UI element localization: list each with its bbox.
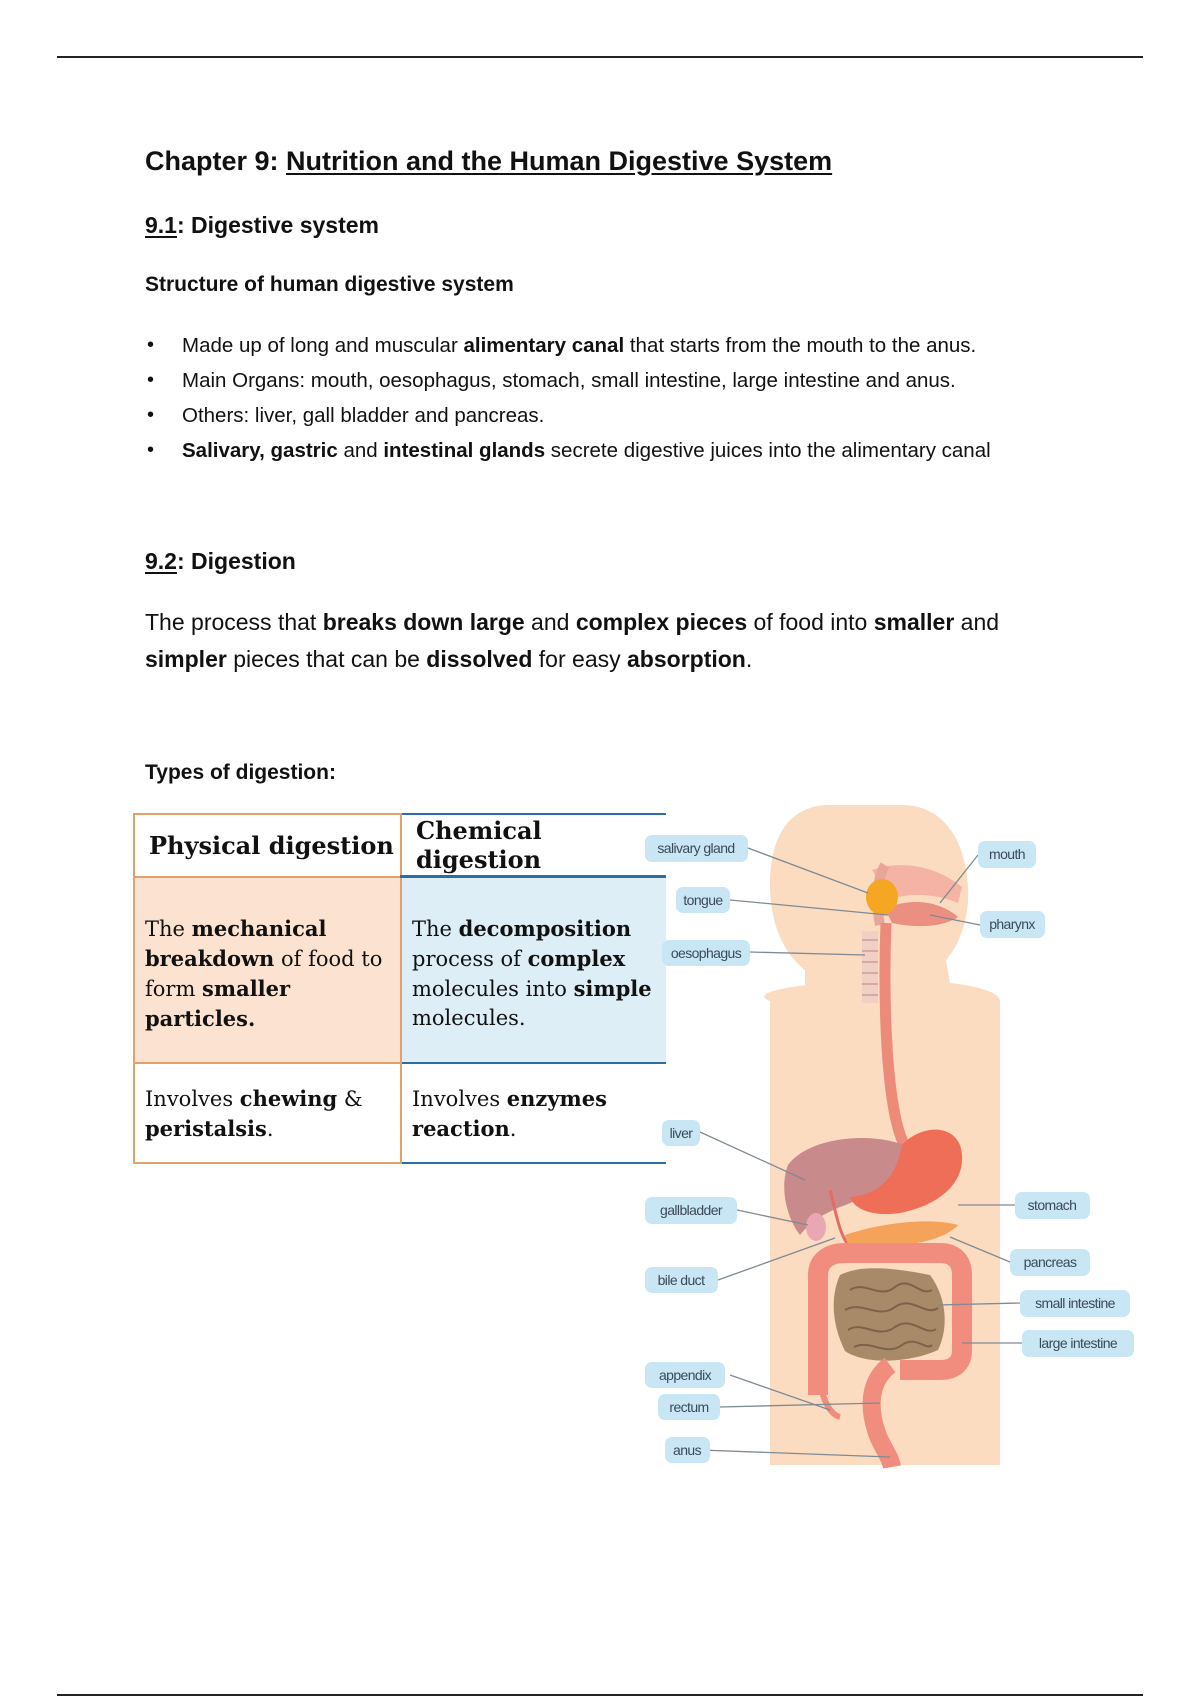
text-run: The xyxy=(412,917,459,941)
svg-text:oesophagus: oesophagus xyxy=(670,945,742,961)
top-rule xyxy=(57,56,1143,58)
label-liver xyxy=(662,1120,700,1146)
svg-text:liver: liver xyxy=(669,1125,693,1141)
bold-text-run: simpler xyxy=(145,646,227,672)
svg-text:bile duct: bile duct xyxy=(657,1272,705,1288)
bold-text-run: chewing xyxy=(239,1085,338,1111)
chemical-definition-cell xyxy=(401,877,666,1063)
gallbladder-shape xyxy=(806,1213,826,1241)
svg-text:pancreas: pancreas xyxy=(1023,1254,1077,1270)
chemical-involves-cell xyxy=(401,1063,666,1163)
section-91-number: 9.1 xyxy=(145,212,177,238)
label-bile-duct xyxy=(645,1267,718,1293)
header-physical-digestion: Physical digestion xyxy=(134,814,401,877)
table-row xyxy=(134,877,666,1063)
svg-text:mouth: mouth xyxy=(989,846,1025,862)
bold-text-run: decomposition xyxy=(458,916,632,941)
label-stomach xyxy=(1015,1192,1090,1219)
text-run: The process that xyxy=(145,609,323,635)
bullet-bold-text: alimentary canal xyxy=(463,334,625,357)
physical-definition-cell xyxy=(134,877,401,1063)
svg-text:gallbladder: gallbladder xyxy=(660,1202,722,1218)
svg-text:pharynx: pharynx xyxy=(989,916,1035,932)
section-91-title: : Digestive system xyxy=(176,212,379,238)
text-run: molecules into xyxy=(412,977,574,1001)
table-row xyxy=(134,1063,666,1163)
text-run: Involves xyxy=(412,1086,507,1111)
bold-text-run: smaller xyxy=(873,609,955,635)
svg-text:appendix: appendix xyxy=(658,1367,712,1383)
text-run: process of xyxy=(412,947,528,971)
label-mouth xyxy=(978,841,1036,868)
label-rectum xyxy=(658,1394,720,1420)
bold-text-run: breaks down large xyxy=(322,609,525,635)
bold-text-run: smaller particles. xyxy=(145,975,291,1031)
chapter-prefix: Chapter 9: xyxy=(145,146,287,176)
label-gallbladder xyxy=(645,1197,737,1224)
svg-text:anus: anus xyxy=(673,1442,701,1458)
bullet-text: that starts from the mouth to the anus. xyxy=(624,334,977,357)
svg-text:salivary gland: salivary gland xyxy=(657,840,735,856)
label-small-intestine xyxy=(1020,1290,1130,1317)
trachea-shape xyxy=(862,931,878,1003)
types-of-digestion-heading: Types of digestion: xyxy=(145,761,336,784)
structure-bullet-list xyxy=(145,328,991,468)
digestive-system-diagram xyxy=(640,805,1140,1475)
bullet-text: secrete digestive juices into the alimentary canal xyxy=(545,439,991,462)
text-run: of food into xyxy=(747,609,874,635)
table-header-row xyxy=(134,814,666,877)
svg-text:rectum: rectum xyxy=(669,1399,709,1415)
text-run: . xyxy=(509,1116,517,1141)
label-tongue xyxy=(676,887,730,913)
section-92-number: 9.2 xyxy=(145,548,177,574)
bold-text-run: simple xyxy=(573,976,652,1001)
bold-text-run: dissolved xyxy=(426,646,533,672)
bold-text-run: peristalsis xyxy=(145,1115,267,1141)
label-appendix xyxy=(645,1362,725,1388)
bold-text-run: complex xyxy=(527,946,626,971)
bottom-rule xyxy=(57,1694,1143,1696)
structure-subheading: Structure of human digestive system xyxy=(145,273,514,296)
svg-text:large intestine: large intestine xyxy=(1038,1335,1118,1351)
bullet-bold-text: intestinal glands xyxy=(383,439,546,462)
bullet-text: and xyxy=(337,439,384,462)
bullet-bold-text: Salivary, gastric xyxy=(182,439,338,462)
label-oesophagus xyxy=(662,940,750,966)
chapter-name: Nutrition and the Human Digestive System xyxy=(286,146,833,176)
section-91-heading xyxy=(145,212,379,239)
text-run: and xyxy=(524,609,576,635)
section-92-title: : Digestion xyxy=(176,548,296,574)
bold-text-run: mechanical breakdown xyxy=(145,915,327,971)
text-run: The xyxy=(145,916,192,941)
bullet-main-organs xyxy=(145,363,991,398)
bold-text-run: absorption xyxy=(627,646,746,672)
bullet-text: Others: liver, gall bladder and pancreas. xyxy=(182,404,545,427)
bold-text-run: complex pieces xyxy=(575,609,748,635)
svg-text:tongue: tongue xyxy=(683,892,723,908)
bullet-alimentary-canal xyxy=(145,328,991,363)
salivary-gland-shape xyxy=(866,879,898,915)
section-92-heading xyxy=(145,548,296,575)
label-anus xyxy=(665,1437,710,1463)
physical-involves-cell xyxy=(134,1063,401,1163)
text-run: pieces that can be xyxy=(226,646,427,672)
label-pancreas xyxy=(1010,1249,1090,1276)
text-run: Involves xyxy=(145,1086,240,1111)
text-run: for easy xyxy=(532,646,628,672)
text-run: molecules. xyxy=(412,1006,526,1030)
digestion-definition xyxy=(145,604,1045,678)
svg-text:stomach: stomach xyxy=(1027,1197,1077,1213)
svg-text:small intestine: small intestine xyxy=(1035,1295,1115,1311)
label-salivary-gland xyxy=(645,835,748,862)
bold-text-run: enzymes reaction xyxy=(412,1085,607,1141)
digestion-types-table xyxy=(133,813,666,1164)
bullet-glands xyxy=(145,433,991,468)
header-chemical-digestion: Chemical digestion xyxy=(401,814,666,877)
text-run: and xyxy=(954,609,1000,635)
text-run: of food to form xyxy=(145,946,383,1001)
bullet-others xyxy=(145,398,991,433)
chapter-title xyxy=(145,146,832,177)
text-run: & xyxy=(337,1086,363,1111)
text-run: . xyxy=(266,1116,274,1141)
label-large-intestine xyxy=(1022,1330,1134,1357)
text-run: . xyxy=(745,646,753,672)
bullet-text: Made up of long and muscular xyxy=(182,334,464,357)
bullet-text: Main Organs: mouth, oesophagus, stomach, small intestine, large intestine and anus. xyxy=(182,369,956,392)
label-pharynx xyxy=(980,911,1045,938)
